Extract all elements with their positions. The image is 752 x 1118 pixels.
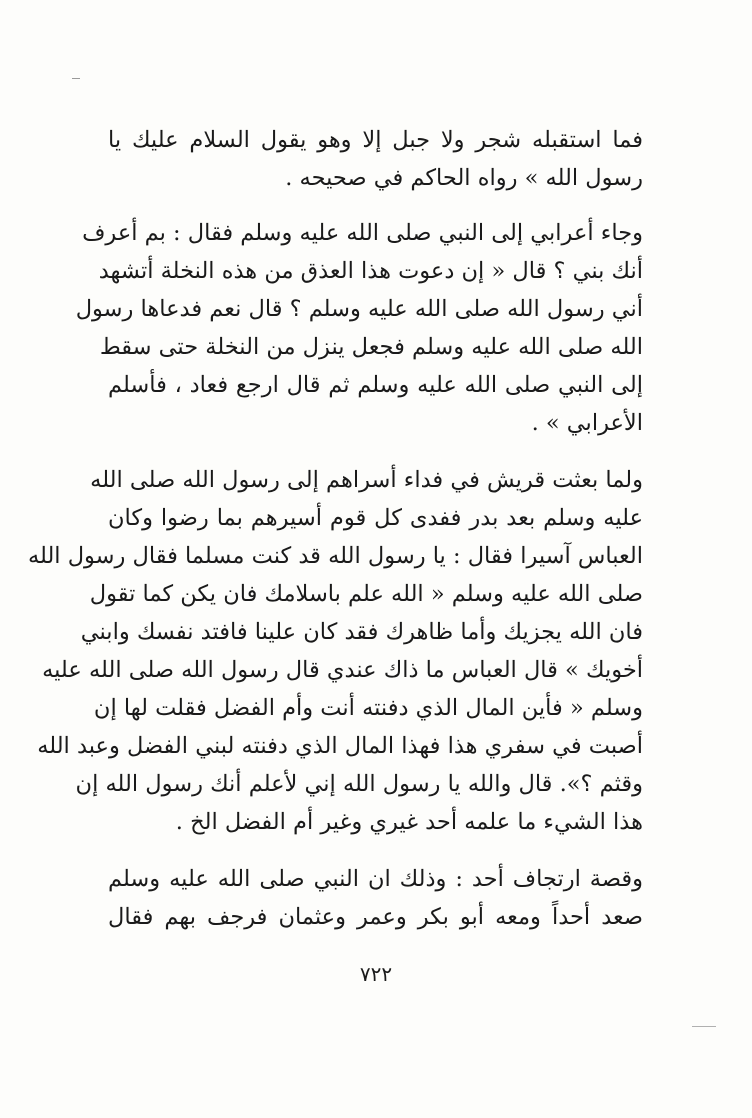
text-line: العباس آسيرا فقال : يا رسول الله قد كنت مسلما فقال رسول الله xyxy=(27,543,643,569)
text-line: وقصة ارتجاف أحد : وذلك ان النبي صلى الله عليه وسلم xyxy=(108,866,643,892)
text-line: الأعرابي » . xyxy=(531,410,643,436)
text-line: فما استقبله شجر ولا جبل إلا وهو يقول السلام عليك يا xyxy=(108,127,643,153)
text-line: وسلم « فأين المال الذي دفنته أنت وأم الفضل فقلت لها إن xyxy=(93,695,643,721)
text-line: أخويك » قال العباس ما ذاك عندي قال رسول الله صلى الله عليه xyxy=(42,657,643,683)
page-number: ٧٢٢ xyxy=(359,962,393,986)
text-line: ولما بعثت قريش في فداء أسراهم إلى رسول الله صلى الله xyxy=(90,467,643,493)
text-line: إلى النبي صلى الله عليه وسلم ثم قال ارجع فعاد ، فأسلم xyxy=(108,372,643,398)
text-line: صلى الله عليه وسلم « الله علم باسلامك فان يكن كما تقول xyxy=(89,581,643,607)
text-line: صعد أحداً ومعه أبو بكر وعمر وعثمان فرجف بهم فقال xyxy=(108,904,643,930)
paragraph-4 xyxy=(108,860,643,936)
paragraph-3 xyxy=(27,461,643,841)
text-line: وجاء أعرابي إلى النبي صلى الله عليه وسلم فقال : بم أعرف xyxy=(82,220,643,246)
scan-mark-top xyxy=(72,78,80,79)
text-line: أنك بني ؟ قال « إن دعوت هذا العذق من هذه النخلة أتشهد xyxy=(98,258,643,284)
paragraph-2 xyxy=(75,214,643,442)
text-line: عليه وسلم بعد بدر ففدى كل قوم أسيرهم بما رضوا وكان xyxy=(108,505,643,531)
text-line: أني رسول الله صلى الله عليه وسلم ؟ قال نعم فدعاها رسول xyxy=(75,296,643,322)
text-line: رسول الله » رواه الحاكم في صحيحه . xyxy=(285,165,643,191)
scan-mark-bottom xyxy=(692,1026,716,1027)
text-line: الله صلى الله عليه وسلم فجعل ينزل من النخلة حتى سقط xyxy=(99,334,643,360)
paragraph-1 xyxy=(108,121,643,197)
text-line: فان الله يجزيك وأما ظاهرك فقد كان علينا فافتد نفسك وابني xyxy=(80,619,643,645)
text-line: وقثم ؟». قال والله يا رسول الله إني لأعلم أنك رسول الله إن xyxy=(75,771,643,797)
text-line: أصبت في سفري هذا فهذا المال الذي دفنته لبني الفضل وعبد الله xyxy=(37,733,643,759)
text-line: هذا الشيء ما علمه أحد غيري وغير أم الفضل الخ . xyxy=(175,809,643,835)
